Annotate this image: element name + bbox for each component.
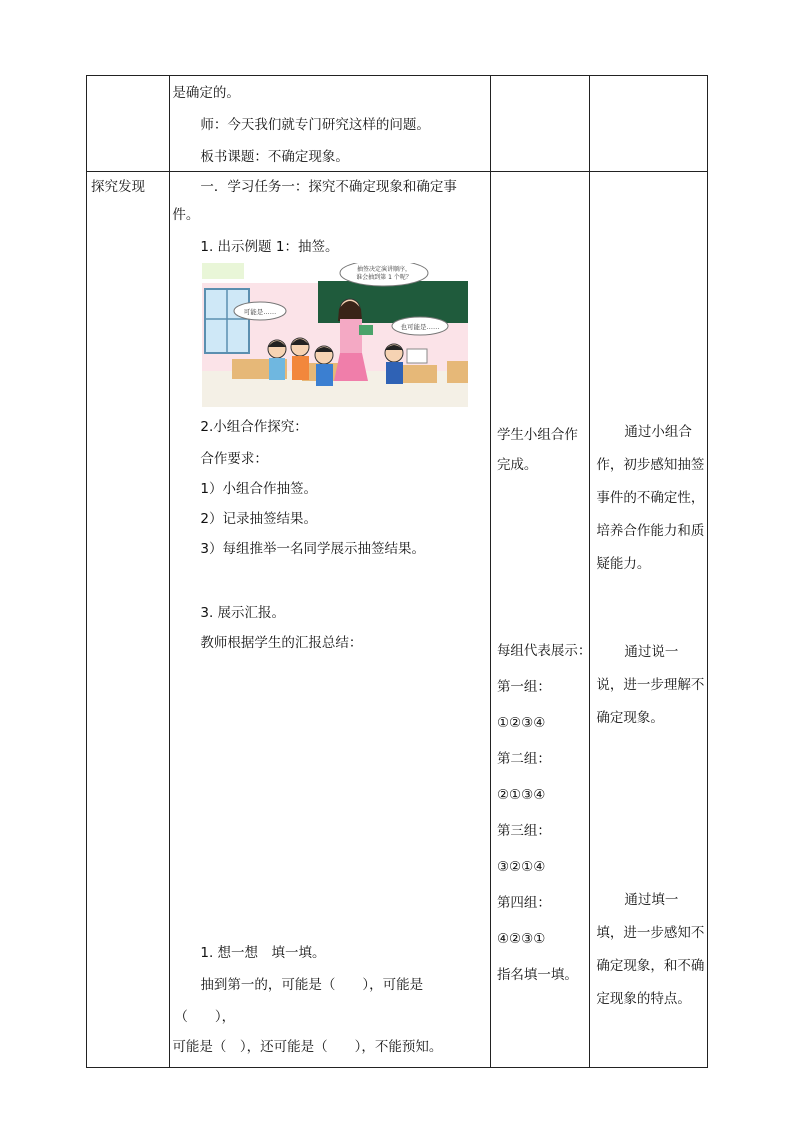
content-cell [170, 76, 491, 172]
intent-cell [590, 76, 708, 172]
group-label: 第一组： [496, 679, 551, 695]
intent-paragraph: 通过小组合作，初步感知抽签事件的不确定性，培养合作能力和质疑能力。 [596, 424, 705, 572]
left-speech-bubble [234, 302, 286, 320]
student-cell [490, 76, 589, 172]
student-fill: 指名填一填。 [496, 967, 578, 983]
task-heading: 一．学习任务一：探究不确定现象和确定事 [200, 179, 457, 195]
lesson-plan-table [86, 75, 708, 1068]
teacher-bubble-line2: 谁会抽到第 1 个呢？ [356, 274, 413, 281]
group-title: 2.小组合作探究： [200, 419, 308, 435]
group-result: ③②①④ [496, 859, 546, 875]
group-result: ②①③④ [496, 787, 546, 803]
text-line: 是确定的。 [172, 85, 240, 101]
text-line: 师：今天我们就专门研究这样的问题。 [200, 117, 430, 133]
report-title: 3. 展示汇报。 [200, 605, 286, 621]
group-result: ④②③① [496, 931, 546, 947]
group-label: 第三组： [496, 823, 551, 839]
child-figure [269, 358, 285, 380]
group-label: 第二组： [496, 751, 551, 767]
task-heading-cont: 件。 [172, 207, 200, 223]
teacher-speech-bubble [340, 263, 428, 286]
fill-line: （ ）， [174, 1009, 236, 1025]
stage-cell [87, 172, 170, 1068]
right-bubble-text: 也可能是…… [400, 323, 440, 331]
requirement-item: 3）每组推举一名同学展示抽签结果。 [200, 541, 425, 557]
child-figure [292, 356, 309, 380]
intent-paragraph: 通过说一说，进一步理解不确定现象。 [596, 644, 705, 726]
classroom-illustration [202, 263, 468, 407]
text-line: 板书课题：不确定现象。 [200, 149, 349, 165]
left-bubble-text: 可能是…… [244, 308, 277, 316]
student-activity: 学生小组合作 [496, 427, 578, 443]
content-cell [170, 172, 491, 1068]
student-cell [490, 172, 592, 1068]
corner-tag [202, 263, 244, 279]
summary-text: 教师根据学生的汇报总结： [200, 635, 363, 651]
right-speech-bubble [392, 317, 448, 335]
table-row [87, 76, 708, 172]
example-title: 1. 出示例题 1：抽签。 [200, 239, 339, 255]
fill-title: 1. 想一想 填一填。 [200, 945, 326, 961]
stage-label: 探究发现 [91, 179, 145, 195]
lottery-box [407, 349, 427, 363]
student-activity: 完成。 [496, 457, 538, 473]
group-label: 第四组： [496, 895, 551, 911]
teacher-book [359, 325, 373, 335]
fill-line: 抽到第一的，可能是（ ），可能是 [200, 977, 424, 993]
requirement-item: 1）小组合作抽签。 [200, 481, 317, 497]
student-display: 每组代表展示： [496, 643, 592, 659]
teacher-bubble-line1: 抽签决定演讲顺序， [357, 266, 412, 273]
teacher-figure [340, 319, 362, 353]
group-result: ①②③④ [496, 715, 546, 731]
desk [447, 361, 468, 383]
intent-paragraph: 通过填一填，进一步感知不确定现象，和不确定现象的特点。 [596, 892, 705, 1007]
stage-cell [87, 76, 170, 172]
requirement-item: 2）记录抽签结果。 [200, 511, 317, 527]
intent-cell [590, 172, 708, 1068]
requirements-title: 合作要求： [200, 451, 268, 467]
child-figure [316, 364, 333, 386]
child-figure [386, 362, 403, 384]
fill-line: 可能是（ ），还可能是（ ），不能预知。 [172, 1039, 443, 1055]
table-row [87, 172, 708, 1068]
